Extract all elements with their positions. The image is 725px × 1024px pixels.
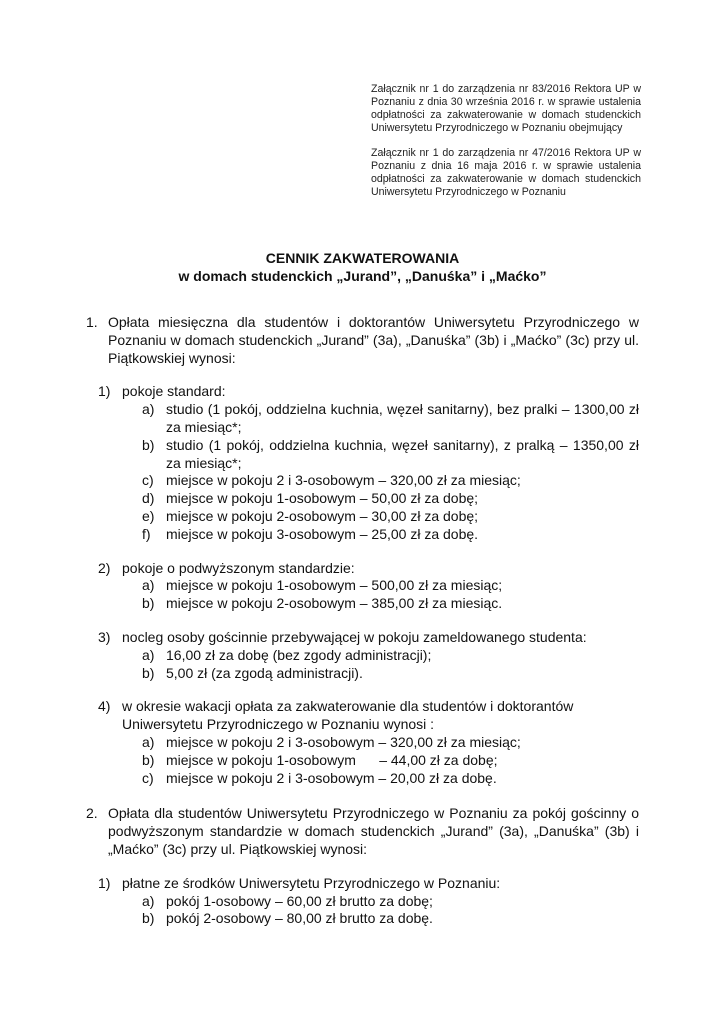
list-item [86,595,639,613]
subsection-text: płatne ze środków Uniwersytetu Przyrodniczego w Poznaniu: [122,874,501,891]
list-item [86,665,639,683]
subsection-number: 1) [98,383,111,400]
spacer [86,613,639,629]
item-list [86,577,639,613]
header-note-2: Załącznik nr 1 do zarządzenia nr 47/2016 Rektora UP w Poznaniu z dnia 16 maja 2016 r. w sprawie ustalenia odpłatności za zakwaterowanie w domach studenckich Uniwersytetu Przyrodniczego w Poznaniu [371,147,641,198]
list-item [86,436,643,473]
list-item [86,526,639,544]
spacer [86,367,639,383]
subsection-text: pokoje standard: [122,383,226,400]
item-list [86,734,639,787]
item-letter: a) [142,733,155,750]
spacer [86,859,639,875]
list-item [86,910,639,928]
item-letter: a) [142,401,155,418]
list-item [86,770,639,788]
item-letter: b) [142,436,155,453]
list-item [86,752,639,770]
spacer [86,544,639,560]
subsection-1-2 [86,560,639,578]
list-item [86,490,639,508]
subsection-number: 3) [98,628,111,645]
item-letter: b) [142,751,155,768]
item-letter: c) [142,472,154,489]
section-text: Opłata miesięczna dla studentów i doktorantów Uniwersytetu Przyrodniczego w Poznaniu w domach studenckich „Jurand” (3a), „Danuśka” (3b) i „Maćko” (3c) przy ul. Piątkowskiej wynosi: [108,314,639,366]
item-letter: b) [142,595,155,612]
item-text: miejsce w pokoju 2 i 3-osobowym – 20,00 zł za dobę. [166,769,497,786]
subsection-text: pokoje o podwyższonym standardzie: [122,559,355,576]
item-list [86,401,643,543]
item-text: 5,00 zł (za zgodą administracji). [166,664,363,681]
item-text: pokój 2-osobowy – 80,00 zł brutto za dobę. [166,910,433,927]
title-line-1: CENNIK ZAKWATEROWANIA [265,250,460,266]
title-line-2: w domach studenckich „Jurand”, „Danuśka” i „Maćko” [178,268,547,284]
subsection-number: 2) [98,559,111,576]
item-text: miejsce w pokoju 2 i 3-osobowym – 320,00 zł za miesiąc; [166,472,521,489]
item-letter: f) [142,525,151,542]
item-list [86,893,639,929]
section-text: Opłata dla studentów Uniwersytetu Przyrodniczego w Poznaniu za pokój gościnny o podwyższonym standardzie w domach studenckich „Jurand” (3a), „Danuśka” (3b) i „Maćko” (3c) przy ul. Piątkowskiej wynosi: [108,805,639,857]
spacer [86,787,639,805]
subsection-1-1 [86,383,639,401]
list-item [86,401,643,437]
price-list-body [86,314,643,928]
page-title [0,249,725,285]
spacer [86,682,639,698]
section-number: 1. [86,314,98,330]
item-letter: e) [142,507,155,524]
list-item [86,893,639,911]
section-2 [86,805,639,858]
item-text: pokój 1-osobowy – 60,00 zł brutto za dobę; [166,892,433,909]
item-text: miejsce w pokoju 1-osobowym – 500,00 zł za miesiąc; [166,577,503,594]
item-letter: a) [142,577,155,594]
subsection-number: 4) [98,698,111,715]
item-letter: a) [142,646,155,663]
item-text: 16,00 zł za dobę (bez zgody administracji); [166,646,432,663]
item-text: studio (1 pokój, oddzielna kuchnia, węzeł sanitarny), bez pralki – 1300,00 zł za miesiąc*; [166,401,643,435]
item-text: miejsce w pokoju 1-osobowym – 44,00 zł za dobę; [166,751,498,768]
item-text: miejsce w pokoju 3-osobowym – 25,00 zł za dobę. [166,525,479,542]
subsection-text: nocleg osoby gościnnie przebywającej w pokoju zameldowanego studenta: [122,628,587,645]
list-item [86,508,639,526]
item-letter: c) [142,769,154,786]
item-text: miejsce w pokoju 2 i 3-osobowym – 320,00 zł za miesiąc; [166,733,521,750]
header-note-1: Załącznik nr 1 do zarządzenia nr 83/2016 Rektora UP w Poznaniu z dnia 30 września 2016 r. w sprawie ustalenia odpłatności za zakwaterowanie w domach studenckich Uniwersytetu Przyrodniczego w Poznaniu obejmujący [371,83,641,134]
subsection-text: w okresie wakacji opłata za zakwaterowanie dla studentów i doktorantów Uniwersytetu Przyrodniczego w Poznaniu wynosi : [122,698,574,733]
subsection-number: 1) [98,874,111,891]
item-letter: a) [142,892,155,909]
item-letter: b) [142,664,155,681]
item-text: miejsce w pokoju 2-osobowym – 30,00 zł za dobę; [166,507,479,524]
list-item [86,472,639,490]
item-letter: b) [142,910,155,927]
item-text: studio (1 pokój, oddzielna kuchnia, węzeł sanitarny), z pralką – 1350,00 zł za miesiąc*; [166,436,643,471]
list-item [86,734,639,752]
subsection-1-4 [86,698,639,734]
list-item [86,577,639,595]
list-item [86,647,639,665]
item-letter: d) [142,490,155,507]
subsection-1-3 [86,629,639,647]
section-number: 2. [86,805,98,822]
item-list [86,647,639,683]
subsection-2-1 [86,875,639,893]
item-text: miejsce w pokoju 1-osobowym – 50,00 zł za dobę; [166,490,479,507]
section-1 [86,314,639,367]
header-note [371,83,641,211]
item-text: miejsce w pokoju 2-osobowym – 385,00 zł za miesiąc. [166,595,503,612]
